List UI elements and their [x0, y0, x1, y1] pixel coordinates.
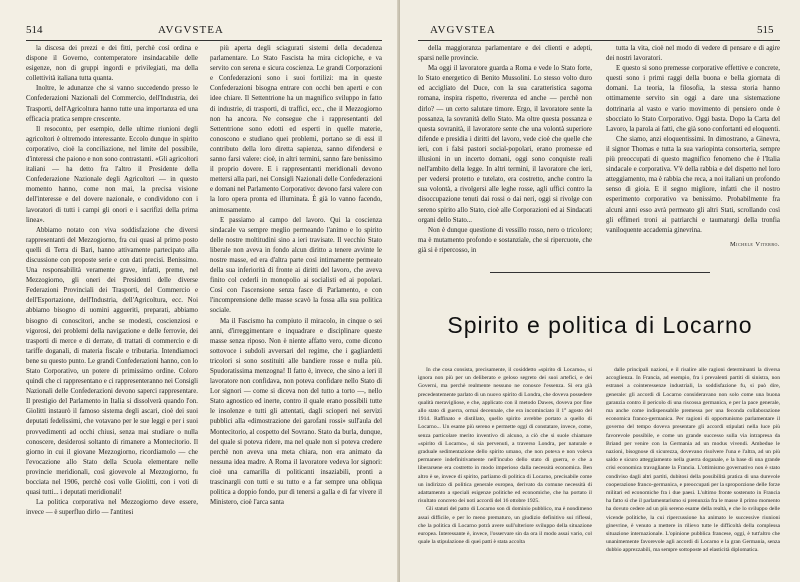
- left-column-2: [210, 44, 382, 576]
- paragraph: Ma oggi il lavoratore guarda a Roma e vede lo Stato forte, lo Stato energetico di Benito Mussolini. Lo stesso volto duro ed accigliato del Duce, con la sua caratteristica sagoma romana, inspira rispetto, riverenza ed anche — perchè non dirlo? — un certo salutare timore. Ergo, il lavoratore sente la possanza, la sovranità dello Stato. Ma oltre questa possanza e questa sovranità, il lavoratore sente che una volontà superiore difende e presidia i diritti del lavoro, vede cioè che quelle che ieri, con i falsi pastori social-popolari, erano promesse ed illusioni in un incerto domani, oggi sono conquiste reali nell'ambito della legge. In altri termini, il lavoratore che ieri, per vedersi protetto e tutelato, era costretto, anche contro la sua volontà, a rivolgersi alle leghe rosse, agli uffici contro la disoccupazione tenuti dai rossi o dai neri, oggi si rivolge con sereno spirito allo Stato, cioè alle Corporazioni ed ai Sindacati organi dello Stato...: [418, 65, 592, 224]
- author-signature: Michele Viterbo.: [729, 240, 780, 248]
- paragraph: della maggioranza parlamentare e dei clienti e adepti, sparsi nelle provincie.: [418, 45, 592, 63]
- paragraph: Il resoconto, per esempio, delle ultime riunioni degli agricoltori è oltremodo interessante. Eccolo dunque in spirito corporativo, cioè la conciliazione, nel limite del possibile, d'interessi che paiono e non sono contrastanti. «Gli agricoltori italiani — ha detto fra l'altro il Presidente della Confederazione Nazionale degli Agricoltori — in questo momento hanno, come non mai, la precisa visione dell'interesse e del dovere nazionale, e condividono con i lavoratori di tutti i campi gli onori e i sacrifizi della prima linea».: [26, 125, 198, 224]
- section-separator: [490, 272, 710, 273]
- paragraph: In che cosa consista, precisamente, il cosiddetto «spirito di Locarno», si ignora non più per un deliberato e geloso segreto dei suoi artefici, e dei Governi, ma perchè realmente nessuno ne conosce l'essenza. Si era già precedentemente parlato di un nuovo spirito di Londra, che doveva possedere qualità meravigliose, e che, applicato con il metodo Dawes, doveva por fine allo stato di guerra, ormai decennale, che era incominciato il 1° agosto del 1914. Raffinato e distillato, quello spirito avrebbe portato a quello di Locarno... Un esame più sereno e permette oggi di constatare, invece, come, senza particolare merito inventivo di alcuno, a ciò che si suole chiamare «spirito di Locarno», si sia pervenuti, a traverso Londra, per naturale e graduale sedimentazione dello spirito umano, che non poteva e non voleva permanere indefinitivamente nell'incubo dello stato di guerra, e che a liberarsene era costretto in modo imperioso dalla necessità economica. Ben altro è se, invece di spirito, parliamo di politica di Locarno, precisabile come un indirizzo di politica generale europea, derivato da comune necessità di adattamento a speciali esigenze politiche ed economiche, che ha portato il risultato concreto dei noti accordi del 16 ottobre 1925.: [418, 367, 592, 505]
- paragraph: La politica corporativa nel Mezzogiorno deve essere, invece — è superfluo dirlo — l'antitesi: [26, 499, 198, 517]
- right-header-rule: [418, 40, 780, 41]
- left-header-rule: [26, 40, 382, 41]
- paragraph: Che siamo, anzi eloquentissimi. In dimostrano, a Ginevra, il signor Thomas e tutta la sua variopinta consorteria, sempre più preoccupati di questo magnifico fenomeno che è l'Italia sindacale e corporativa. V'è della rabbia e del dispetto nel loro atteggiamento, ma è rabbia che reca, a noi italiani un profondo senso di gioia. E il segno migliore, infatti che il nostro esperimento corporativo va benissimo. Probabilmente fra alcuni anni esso avrà permeato gli altri Stati, scrollando così gli effimeri troni ai patriarchi e taumaturgi della tronfia vaniloquente accademia ginevrina.: [606, 135, 780, 234]
- article-column-2: [606, 366, 780, 578]
- left-running-head: AVGVSTEA: [158, 24, 224, 36]
- left-column-1: [26, 44, 198, 576]
- right-page: [400, 0, 800, 582]
- paragraph: Inoltre, le adunanze che si vanno succedendo presso le Confederazioni Nazionali del Commercio, dell'Industria, dei Trasporti, dell'Agricoltura hanno tutte una importanza ed una efficacia pratica sempre crescente.: [26, 85, 198, 123]
- paragraph: Gli statuti del patto di Locarno son di dominio pubblico, ma è nondimeno assai difficile, e per lo meno prematuro, un giudizio definitivo sui riflessi, che la politica di Locarno potrà avere sull'ulteriore sviluppo della situazione europea. Interessante è, invece, l'osservare sin da ora il modo assai vario, col quale la stipulazione di quei patti è stata accolta: [418, 506, 592, 546]
- paragraph: la discesa dei prezzi e dei fitti, perchè così ordina e dispone il Governo, contemperatore insindacabile delle esigenze, non di gruppi ingordi e privilegiati, ma della collettività italiana tutta quanta.: [26, 45, 198, 83]
- right-column-2: [606, 44, 780, 254]
- paragraph: Abbiamo notato con viva soddisfazione che diversi rappresentanti del Mezzogiorno, fra cui quasi al primo posto quelli di Terra di Bari, hanno attivamente partecipato alla discussione con proposte serie e con dati precisi. Benissimo. Una responsabilità veramente grave, infatti, preme, nel Mezzogiorno, gli oneri dei Presidenti delle diverse Federazioni Provinciali dei Trasporti, del Commercio e dell'Esportazione, dell'Industria, dell'Agricoltura, ecc. Noi abbiamo bisogno di uomini aggueriti, preparati, abbiamo bisogno di conoscitori, anche se modesti, coscienziosi e vigorosi, dei problemi della navigazione e delle ferrovie, dei trasporti di merce e di derrate, di trattati di commercio e di tariffe doganali, di materia fiscale e tributaria. Intendiamoci bene su questo punto. Le grandi Confederazioni hanno, con lo Stato Corporativo, un potere di primissimo ordine. Coloro quindi che ci rappresentano e ci rappresenteranno nei Consigli Nazionali delle Confederazioni devono saperci rappresentare. Il prestigio del Parlamento in Italia si dissolverà quando l'on. Giolitti instaurò il famoso sistema degli ascari, cioè dei suoi deputati fedelissimi, che votavano per le sue leggi e per i suoi provvedimenti ad occhi chiusi, senza mai studiare o nulla conoscere, desiderosi soltanto di rimanere a Montecitorio. Il giorno in cui il giovane Mezzogiorno, ricordiamolo — che l'evocazione allo Stato della Scuola elementare nelle provincie meridionali, così giovevole al Mezzogiorno, fu bocciata nel 1906, perchè così volle Giolitti, con i voti di quasi tutti... i deputati meridionali!: [26, 226, 198, 497]
- paragraph: E passiamo al campo del lavoro. Qui la coscienza sindacale va sempre meglio permeando l'animo e lo spirito delle nostre moltitudini sino a ieri travisate. Il vecchio Stato liberale non aveva in fondo alcun diritto a tenere avvinte le nostre masse, ed era d'altra parte così intimamente permeato della sua inferiorità di fronte ai diritti del lavoro, che aveva finito col cederli in monopolio ai socialisti ed ai popolari. Così con l'ascensione senza fasce di Parlamento, e con l'incomprensione delle masse scavò la fossa alla sua politica sociale.: [210, 216, 382, 315]
- paragraph: dalle principali nazioni, e il risalire alle ragioni determinanti la diversa accoglienza. In Francia, ad esempio, fra i prevalenti partiti di sinistra, non estranei a cointeressenze industriali, la soddisfazione fu, si può dire, generale: gli accordi di Locarno consideravano non solo come una buona garanzia contro il pericolo di una riscossa germanica, e per la pace generale, ma anche come indispensabile premessa per una feconda collaborazione economica franco-germanica. Per ragioni di opportunismo parlamentare il governo del tempo doveva presentare gli accordi stipulati nella luce più favorevole possibile, e come un grande successo sulla via intrapresa da Briand per venire con la Germania ad un modus vivendi. Ambedue le nazioni, bisognose di sicurezza, dovevano risolvere l'una e l'altra, ad un più saldo e sicuro atteggiamento nella guerra doganale, e la base di una grande crisi economica travagliante la Francia. L'ottimismo governativo non è stato condiviso dagli altri partiti, dubitosi della possibilità pratica di una durevole cooperazione franco-germanica, e preoccupati per la sproporzione delle forze militari ed economiche fra i due paesi. L'ultimo fronte sostenuto in Francia ha fatto sì che il parlamentarismo si prenunzia fra le masse il primo momento ha dovuto cedere ad un più sereno esame della realtà, e che lo sviluppo delle vicende politiche, la cui ripercussione ha animato le successive riunioni ginevrine, è venuto a mettere in rilievo tutte le difficoltà della complessa situazione internazionale. L'opinione pubblica francese, oggi, è tutt'altro che unanimemente favorevole agli accordi di Locarno e la gran Germania, senza dubbio apprezzabili, ma sempre sottoposte ad elasticità diplomatica.: [606, 367, 780, 554]
- article-title: Spirito e politica di Locarno: [447, 312, 753, 338]
- right-running-head: AVGVSTEA: [430, 24, 496, 36]
- left-page-number: 514: [26, 24, 43, 36]
- right-page-number: 515: [757, 24, 774, 36]
- paragraph: tutta la vita, cioè nel modo di vedere di pensare e di agire dei nostri lavoratori.: [606, 45, 780, 63]
- right-column-1: [418, 44, 592, 254]
- paragraph: Non è dunque questione di vessillo rosso, nero o tricolore; ma è mutamento profondo e sostanziale, che si ripercuote, che già si è ripercosso, in: [418, 226, 592, 254]
- paragraph: più aperta degli sciagurati sistemi della decadenza parlamentare. Lo Stato Fascista ha mira ciclopiche, e va servito con serena e sicura coscienza. Le grandi Corporazioni e Confederazioni sono i suoi fortilizi: ma in queste Confederazioni bisogna entrare con occhi ben aperti e con idee chiare. Il Settentrione ha un magnifico sviluppo in fatto di industrie, di trasporti, di traffici, ecc., che il Mezzogiorno non ha ancora. Ne consegue che i rappresentanti del Settentrione sono edotti ed esperti in quelle materie, conoscono e studiano quei problemi, portano se di essi il contributo della loro diretta sapienza, sanno difendersi e sanno farsi valere: cioè, in altri termini, sanno fare benissimo il proprio dovere. E i rappresentanti meridionali devono mettersi alla pari, nei Consigli Nazionali delle Confederazioni e domani nel Parlamento Corporativo: devono farsi valere con la loro opera pronta ed illuminata. È già lo vanno facendo, animosamente.: [210, 45, 382, 214]
- article-column-1: [418, 366, 592, 578]
- paragraph: E questo si sono premesse corporative effettive e concrete, questi sono i primi raggi della buona e bella giornata di domani. La teoria, la filosofia, la stessa storia hanno ottimamente servito sin oggi a dare una sistemazione dottrinaria al vasto e vario movimento di pensiero onde è sbocciato lo Stato Corporativo. Oggi basta. Dopo la Carta del Lavoro, la parola ai fatti, che già sono confortanti ed eloquenti.: [606, 65, 780, 133]
- paragraph: Ma il Fascismo ha compiuto il miracolo, in cinque o sei anni, d'irreggimentare e inquadrare e disciplinare queste masse senza riposo. Non è niente affatto vero, come dicono sottovoce i subdoli avversari del regime, che i gagliardetti tricolori si sono sostituiti alle bandiere rosse e nulla più. Spudoratissima menzogna! Il fatto è, invece, che sino a ieri il lavoratore non confidava, non poteva confidare nello Stato di Lor signori — come si diceva non del tutto a torto —, nello Stato agnostico ed inerte, contro il quale erano possibili tutte le insolenze e tutti gli attentati, dagli scioperi nei servizi pubblici alla «dimostrazione dei garofani rossi» sull'aula del Montecitorio, al cospetto del Sovrano. Stato da burla, dunque, del quale si poteva ridere, ma nel quale non si poteva credere perchè non aveva una meta chiara, non era animato da nessuna idea madre. A Roma il lavoratore vedeva lor signori: cioè una camarilla di politicanti insaziabili, pronti a trascinargli con tutti e su tutto e a far sempre una obliqua politica a doppio fondo, pur di tenersi a galla e di far vivere il Ministero, cioè l'arca santa: [210, 317, 382, 507]
